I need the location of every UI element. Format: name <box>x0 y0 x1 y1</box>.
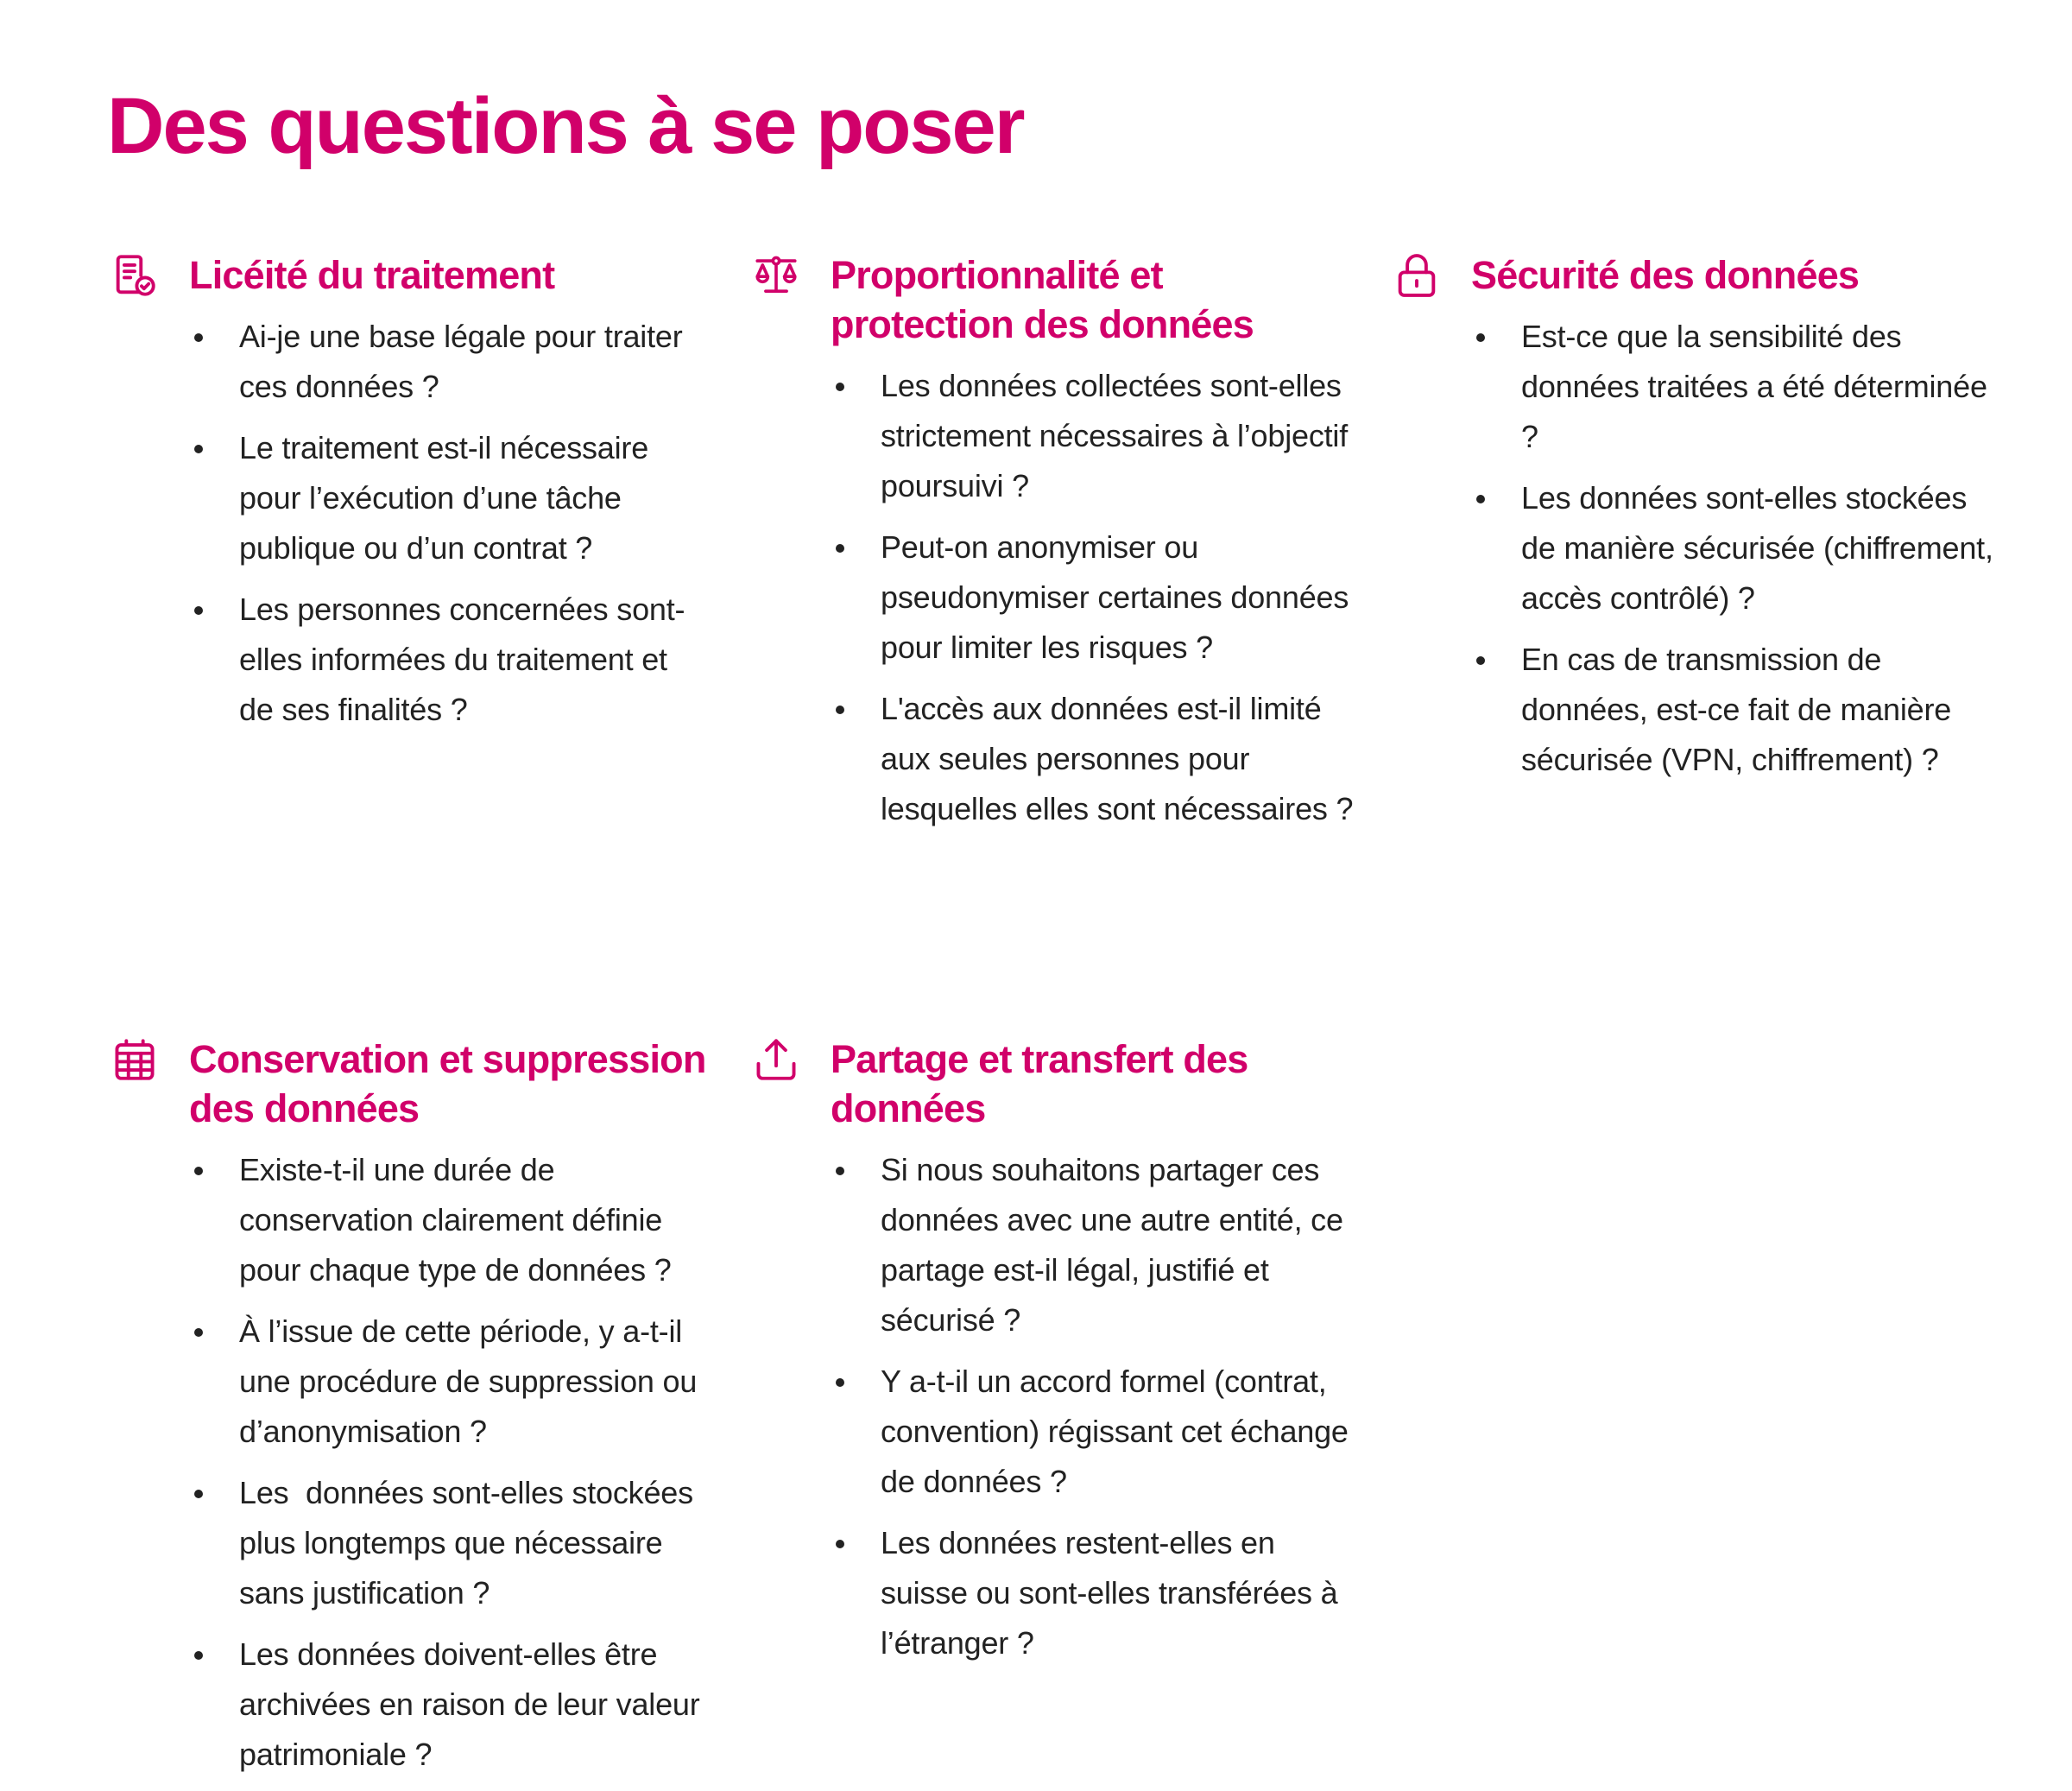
list-item: Les données doivent-elles être archivées en raison de leur valeur patrimoniale ? <box>239 1630 714 1780</box>
lock-icon <box>1392 250 1442 301</box>
section-partage <box>751 1035 1355 1680</box>
list-item: Ai-je une base légale pour traiter ces données ? <box>239 312 697 412</box>
list-item: Les données sont-elles stockées de manière sécurisée (chiffrement, accès contrôlé) ? <box>1521 473 1996 623</box>
section-proportionnalite <box>751 250 1355 845</box>
list-item: Existe-t-il une durée de conservation clairement définie pour chaque type de données ? <box>239 1145 714 1295</box>
question-list <box>1392 312 1996 785</box>
question-list <box>751 361 1355 834</box>
list-item: Le traitement est-il nécessaire pour l’exécution d’une tâche publique ou d’un contrat ? <box>239 423 697 573</box>
list-item: Les données sont-elles stockées plus longtemps que nécessaire sans justification ? <box>239 1468 714 1618</box>
list-item: En cas de transmission de données, est-ce fait de manière sécurisée (VPN, chiffrement) ? <box>1521 635 1996 785</box>
section-conservation <box>110 1035 714 1791</box>
upload-share-icon <box>751 1035 801 1085</box>
section-title: Conservation et suppression des données <box>189 1037 706 1130</box>
list-item: Les personnes concernées sont-elles informées du traitement et de ses finalités ? <box>239 585 697 735</box>
list-item: Les données restent-elles en suisse ou sont-elles transférées à l’étranger ? <box>881 1518 1355 1668</box>
question-list <box>110 312 697 735</box>
section-title: Sécurité des données <box>1471 253 1860 297</box>
section-securite <box>1392 250 1996 796</box>
list-item: Peut-on anonymiser ou pseudonymiser certaines données pour limiter les risques ? <box>881 522 1355 673</box>
list-item: Les données collectées sont-elles strictement nécessaires à l’objectif poursuivi ? <box>881 361 1355 511</box>
section-title: Licéité du traitement <box>189 253 555 297</box>
section-title: Proportionnalité et protection des données <box>831 253 1254 346</box>
question-list <box>110 1145 714 1780</box>
page-title: Des questions à se poser <box>107 82 1024 170</box>
list-item: À l’issue de cette période, y a-t-il une procédure de suppression ou d’anonymisation ? <box>239 1307 714 1457</box>
section-title: Partage et transfert des données <box>831 1037 1248 1130</box>
list-item: L'accès aux données est-il limité aux seules personnes pour lesquelles elles sont nécessaires ? <box>881 684 1355 834</box>
question-list <box>751 1145 1355 1668</box>
list-item: Si nous souhaitons partager ces données avec une autre entité, ce partage est-il légal, justifié et sécurisé ? <box>881 1145 1355 1345</box>
calendar-icon <box>110 1035 160 1085</box>
list-item: Y a-t-il un accord formel (contrat, convention) régissant cet échange de données ? <box>881 1357 1355 1507</box>
section-liceite <box>110 250 697 746</box>
document-check-icon <box>110 250 160 301</box>
scale-icon <box>751 250 801 301</box>
list-item: Est-ce que la sensibilité des données traitées a été déterminée ? <box>1521 312 1996 462</box>
